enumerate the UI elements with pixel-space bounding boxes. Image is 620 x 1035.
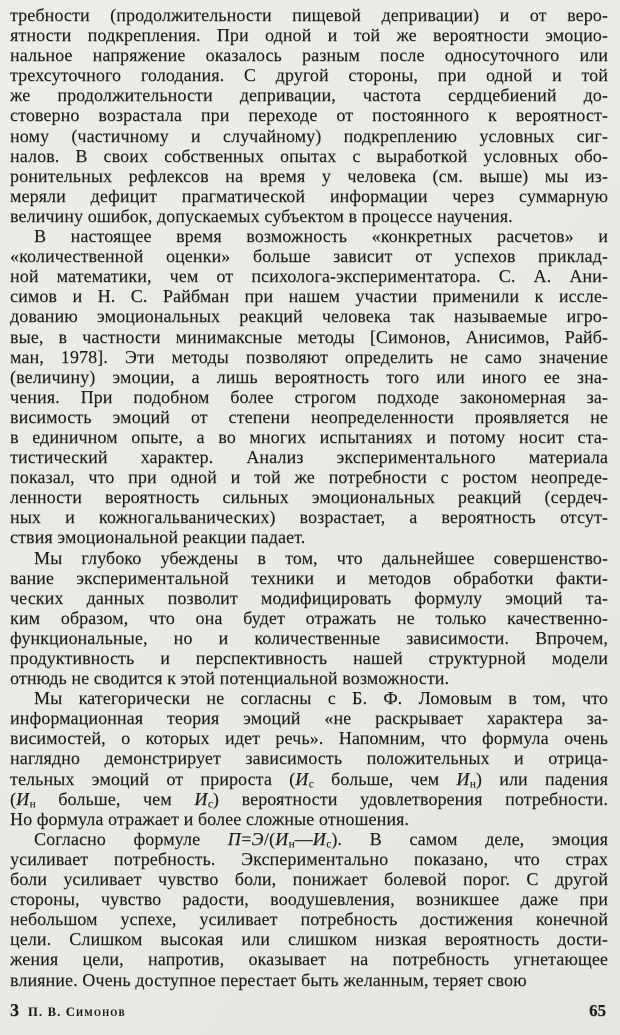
text-line bbox=[10, 487, 608, 507]
text-line bbox=[10, 688, 608, 708]
text-line bbox=[10, 407, 608, 427]
math-variable: И bbox=[194, 788, 208, 809]
text-line bbox=[10, 367, 608, 387]
text-line bbox=[10, 849, 608, 869]
text-run: Но формула отражает и более сложные отношения. bbox=[10, 808, 410, 829]
math-variable: И bbox=[16, 788, 30, 809]
text-run: В настоящее время возможность «конкретных расчетов» и bbox=[34, 226, 608, 247]
text-line bbox=[10, 387, 608, 407]
text-run: чения. При подобном более строгом подходе закономерная за- bbox=[10, 386, 608, 407]
math-subscript: н bbox=[469, 778, 476, 791]
text-run: тистический характер. Анализ экспериментального материала bbox=[10, 447, 608, 468]
text-line bbox=[10, 527, 608, 547]
text-line bbox=[10, 507, 608, 527]
text-line bbox=[10, 769, 608, 789]
text-line bbox=[10, 447, 608, 467]
math-subscript: н bbox=[288, 838, 295, 851]
text-line bbox=[10, 206, 608, 226]
text-line bbox=[10, 869, 608, 889]
math-subscript: с bbox=[207, 798, 213, 811]
text-run: в единичном опыте, а во многих испытаниях и потому носит ста- bbox=[10, 426, 608, 447]
text-run: информационная теория эмоций «не раскрывает характера за- bbox=[10, 708, 608, 729]
text-run: ной математики, чем от психолога-экспериментатора. С. А. Ани- bbox=[10, 266, 608, 287]
text-run: дованию эмоциональных реакций человека так называемые игро- bbox=[10, 306, 608, 327]
text-run: продуктивность и перспективность нашей структурной модели bbox=[10, 648, 608, 668]
text-line bbox=[10, 970, 608, 990]
text-run: ( bbox=[10, 788, 17, 809]
math-variable: Э bbox=[251, 828, 264, 849]
page-footer bbox=[10, 1000, 606, 1021]
text-run: висимость эмоций от степени неопределенности проявляется не bbox=[10, 406, 608, 427]
text-run: ятности подкрепления. При одной и той же вероятности эмоцио- bbox=[10, 25, 608, 46]
text-line bbox=[10, 427, 608, 447]
text-line bbox=[10, 909, 608, 929]
text-run: налов. В своих собственных опытах с выработкой условных обо- bbox=[10, 145, 608, 166]
text-run: ческих данных позволит модифицировать формулу эмоций та- bbox=[10, 587, 608, 608]
text-line bbox=[10, 306, 608, 326]
text-run: Мы категорически не согласны с Б. Ф. Ломовым в том, что bbox=[34, 688, 608, 709]
text-line bbox=[10, 949, 608, 969]
math-variable: И bbox=[295, 768, 309, 789]
page-number: 65 bbox=[589, 1001, 606, 1020]
text-line bbox=[10, 728, 608, 748]
text-line bbox=[10, 327, 608, 347]
text-line bbox=[10, 286, 608, 306]
math-variable: П bbox=[227, 828, 242, 849]
text-line bbox=[10, 628, 608, 648]
text-run: цели. Слишком высокая или слишком низкая вероятность дости- bbox=[10, 929, 608, 950]
text-line bbox=[10, 266, 608, 286]
text-run: требности (продолжительности пищевой депривации) и от веро- bbox=[10, 5, 608, 25]
text-run: Мы глубоко убеждены в том, что дальнейшее совершенство- bbox=[34, 547, 608, 568]
text-run: /( bbox=[263, 828, 276, 849]
text-run: ким образом, что она будет отражать не только качественно- bbox=[10, 607, 608, 628]
text-line bbox=[10, 548, 608, 568]
text-run: — bbox=[294, 828, 313, 849]
text-run: ному (частичному и случайному) подкреплению условных сиг- bbox=[10, 125, 608, 146]
math-variable: И bbox=[456, 768, 470, 789]
text-line bbox=[10, 829, 608, 849]
text-line bbox=[10, 588, 608, 608]
text-line bbox=[10, 85, 608, 105]
author-name: П. В. Симонов bbox=[28, 1005, 126, 1019]
text-line bbox=[10, 246, 608, 266]
text-run: ман, 1978]. Эти методы позволяют определить не само значение bbox=[10, 346, 608, 367]
text-run: жения цели, напротив, оказывает на потребность угнетающее bbox=[10, 949, 608, 970]
signature-number: 3 bbox=[10, 1000, 19, 1020]
text-line bbox=[10, 608, 608, 628]
text-run: ленности вероятность сильных эмоциональных реакций (сердеч- bbox=[10, 487, 608, 508]
text-line bbox=[10, 45, 608, 65]
text-line bbox=[10, 648, 608, 668]
math-variable: И bbox=[275, 828, 289, 849]
text-run: влияние. Очень доступное перестает быть желанным, теряет свою bbox=[10, 969, 527, 990]
text-line bbox=[10, 146, 608, 166]
text-run: нальное напряжение оказалось разным после односуточного или bbox=[10, 45, 608, 66]
math-subscript: н bbox=[29, 798, 36, 811]
text-line bbox=[10, 166, 608, 186]
text-run: ) вероятности удовлетворения потребности. bbox=[212, 788, 608, 809]
text-line bbox=[10, 347, 608, 367]
text-line bbox=[10, 25, 608, 45]
text-run: трехсуточного голодания. С другой стороны, при одной и той bbox=[10, 65, 608, 86]
text-run: стороны, чувство радости, воодушевления, возникшее даже при bbox=[10, 889, 608, 910]
text-line bbox=[10, 5, 608, 25]
text-run: вание экспериментальной техники и методов обработки факти- bbox=[10, 567, 608, 588]
math-subscript: с bbox=[308, 778, 314, 791]
text-block bbox=[10, 5, 608, 990]
text-run: показал, что при одной и той же потребности с ростом неопреде- bbox=[10, 467, 608, 488]
text-line bbox=[10, 789, 608, 809]
text-line bbox=[10, 65, 608, 85]
text-run: отнюдь не сводится к этой потенциальной возможности. bbox=[10, 668, 450, 689]
text-run: вые, в частности минимаксные методы [Симонов, Анисимов, Райб- bbox=[10, 326, 608, 347]
text-run: больше, чем bbox=[313, 768, 457, 789]
text-run: = bbox=[241, 828, 252, 849]
text-run: стоверно возрастала при переходе от постоянного к вероятност- bbox=[10, 105, 608, 126]
text-run: наглядно демонстрирует зависимость положительных и отрица- bbox=[10, 748, 608, 769]
text-line bbox=[10, 889, 608, 909]
text-run: ронительных рефлексов на время у человека (см. выше) мы из- bbox=[10, 165, 608, 186]
text-line bbox=[10, 467, 608, 487]
text-line bbox=[10, 708, 608, 728]
text-line bbox=[10, 186, 608, 206]
text-run: ) или падения bbox=[475, 768, 608, 789]
text-run: Согласно формуле bbox=[34, 828, 228, 849]
text-line bbox=[10, 226, 608, 246]
text-run: висимостей, о которых идет речь». Напомним, что формула очень bbox=[10, 728, 608, 749]
text-run: ных и кожногальванических) возрастает, а вероятность отсут- bbox=[10, 507, 608, 528]
text-run: симов и Н. С. Райбман при нашем участии применили к иссле- bbox=[10, 286, 608, 307]
text-line bbox=[10, 105, 608, 125]
footer-signature-block bbox=[10, 1000, 126, 1021]
text-run: «количественной оценки» больше зависит от успехов приклад- bbox=[10, 246, 608, 267]
text-line bbox=[10, 929, 608, 949]
math-variable: И bbox=[312, 828, 327, 849]
text-line bbox=[10, 568, 608, 588]
text-run: меряли дефицит прагматической информации через суммарную bbox=[10, 185, 608, 206]
text-run: боли усиливает чувство боли, понижает болевой порог. С другой bbox=[10, 869, 608, 890]
text-line bbox=[10, 809, 608, 829]
text-line bbox=[10, 126, 608, 146]
text-line bbox=[10, 748, 608, 768]
text-run: величину ошибок, допускаемых субъектом в процессе научения. bbox=[10, 205, 513, 226]
text-run: функциональные, но и количественные зависимости. Впрочем, bbox=[10, 627, 608, 648]
text-run: больше, чем bbox=[35, 788, 195, 809]
math-subscript: с bbox=[326, 838, 332, 851]
text-run: небольшом успехе, усиливает потребность достижения конечной bbox=[10, 909, 608, 930]
text-run: ствия эмоциональной реакции падает. bbox=[10, 527, 306, 548]
text-run: тельных эмоций от прироста ( bbox=[10, 768, 296, 789]
text-run: (величину) эмоции, а лишь вероятность того или иного ее зна- bbox=[10, 366, 608, 387]
text-line bbox=[10, 668, 608, 688]
text-run: же продолжительности депривации, частота сердцебиений до- bbox=[10, 85, 608, 106]
text-run: усиливает потребность. Экспериментально показано, что страх bbox=[10, 848, 608, 869]
text-run: ). В самом деле, эмоция bbox=[331, 828, 608, 849]
